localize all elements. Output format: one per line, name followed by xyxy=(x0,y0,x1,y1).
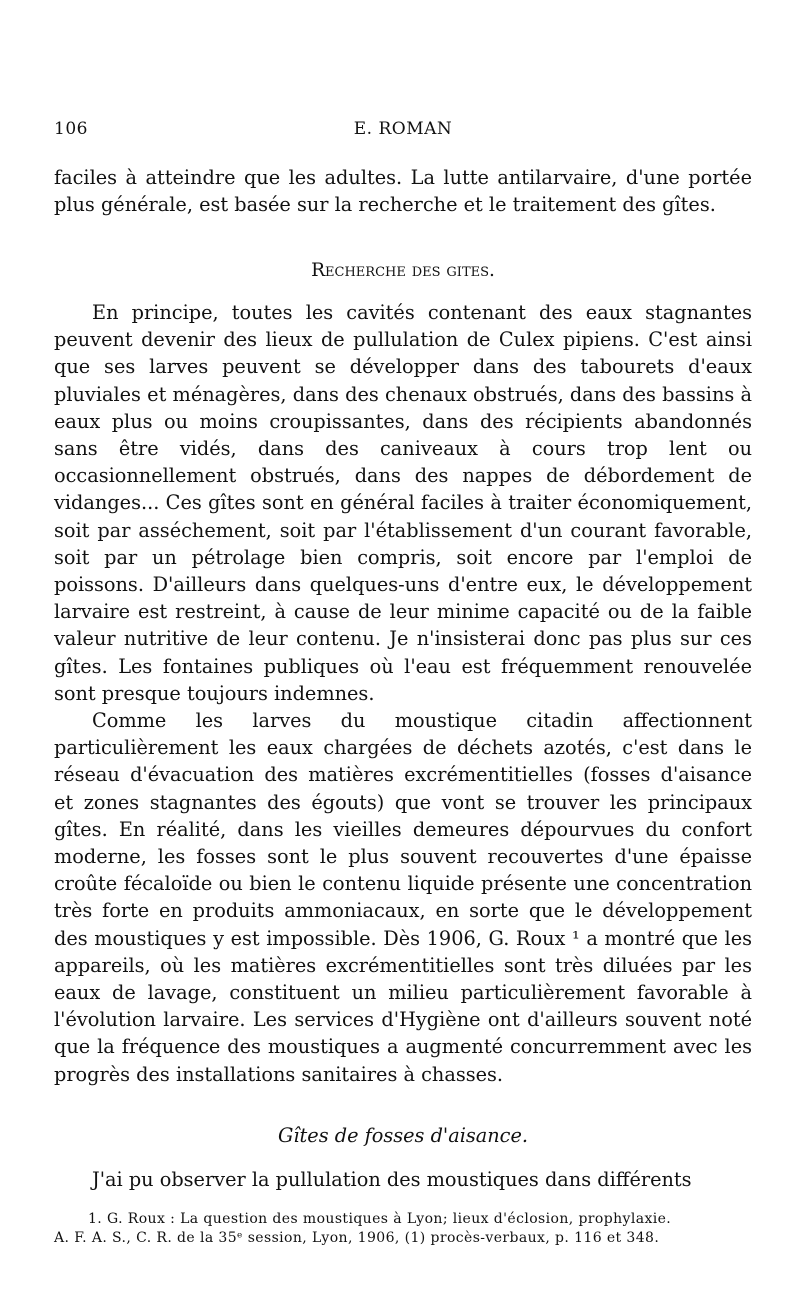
running-title: E. ROMAN xyxy=(353,119,453,139)
paragraph-opening: faciles à atteindre que les adultes. La lutte antilarvaire, d'une portée plus générale, est basée sur la recherche et le traitement des gîtes. xyxy=(54,166,752,217)
footnote-line-2: A. F. A. S., C. R. de la 35ᵉ session, Lyon, 1906, (1) procès-verbaux, p. 116 et 348. xyxy=(54,1230,660,1246)
section-heading-research: Recherche des gites. xyxy=(311,260,495,281)
section-heading-block xyxy=(54,257,752,284)
page-number: 106 xyxy=(54,119,88,139)
paragraph-comme: Comme les larves du moustique citadin affectionnent particulièrement les eaux chargées de déchets azotés, c'est dans le réseau d'évacuation des matières excrémentitielles (fosses d'aisance et zones stagnantes des égouts) que vont se trouver les principaux gîtes. En réalité, dans les vieilles demeures dépourvues du confort moderne, les fosses sont le plus souvent recouvertes d'une épaisse croûte fécaloïde ou bien le contenu liquide présente une concentration très forte en produits ammoniacaux, en sorte que le développement des moustiques y est impossible. Dès 1906, G. Roux ¹ a montré que les appareils, où les matières excrémentitielles sont très diluées par les eaux de lavage, constituent un milieu particulièrement favorable à l'évolution larvaire. Les services d'Hygiène ont d'ailleurs souvent noté que la fréquence des moustiques a augmenté concurremment avec les progrès des installations sanitaires à chasses. xyxy=(54,709,752,1086)
subheading-block xyxy=(54,1122,752,1149)
body-block-3 xyxy=(54,1166,752,1193)
subheading-fosses: Gîtes de fosses d'aisance. xyxy=(277,1124,529,1147)
footnote xyxy=(54,1210,752,1248)
body-block-1 xyxy=(54,164,752,218)
body-block-2 xyxy=(54,299,752,1088)
page-header xyxy=(54,119,752,143)
paragraph-principe: En principe, toutes les cavités contenant des eaux stagnantes peuvent devenir des lieux de pullulation de Culex pipiens. C'est ainsi que ses larves peuvent se développer dans des tabourets d'eaux pluviales et ménagères, dans des chenaux obstrués, dans des bassins à eaux plus ou moins croupissantes, dans des récipients abandonnés sans être vidés, dans des caniveaux à cours trop lent ou occasionnellement obstrués, dans des nappes de débordement de vidanges... Ces gîtes sont en général faciles à traiter économiquement, soit par asséchement, soit par l'établissement d'un courant favorable, soit par un pétrolage bien compris, soit encore par l'emploi de poissons. D'ailleurs dans quelques-uns d'entre eux, le développement larvaire est restreint, à cause de leur minime capacité ou de la faible valeur nutritive de leur contenu. Je n'insisterai donc pas plus sur ces gîtes. Les fontaines publiques où l'eau est fréquemment renouvelée sont presque toujours indemnes. xyxy=(54,301,752,705)
footnote-line-1: 1. G. Roux : La question des moustiques à Lyon; lieux d'éclosion, prophylaxie. xyxy=(88,1211,672,1227)
paragraph-jai: J'ai pu observer la pullulation des moustiques dans différents xyxy=(92,1168,692,1191)
